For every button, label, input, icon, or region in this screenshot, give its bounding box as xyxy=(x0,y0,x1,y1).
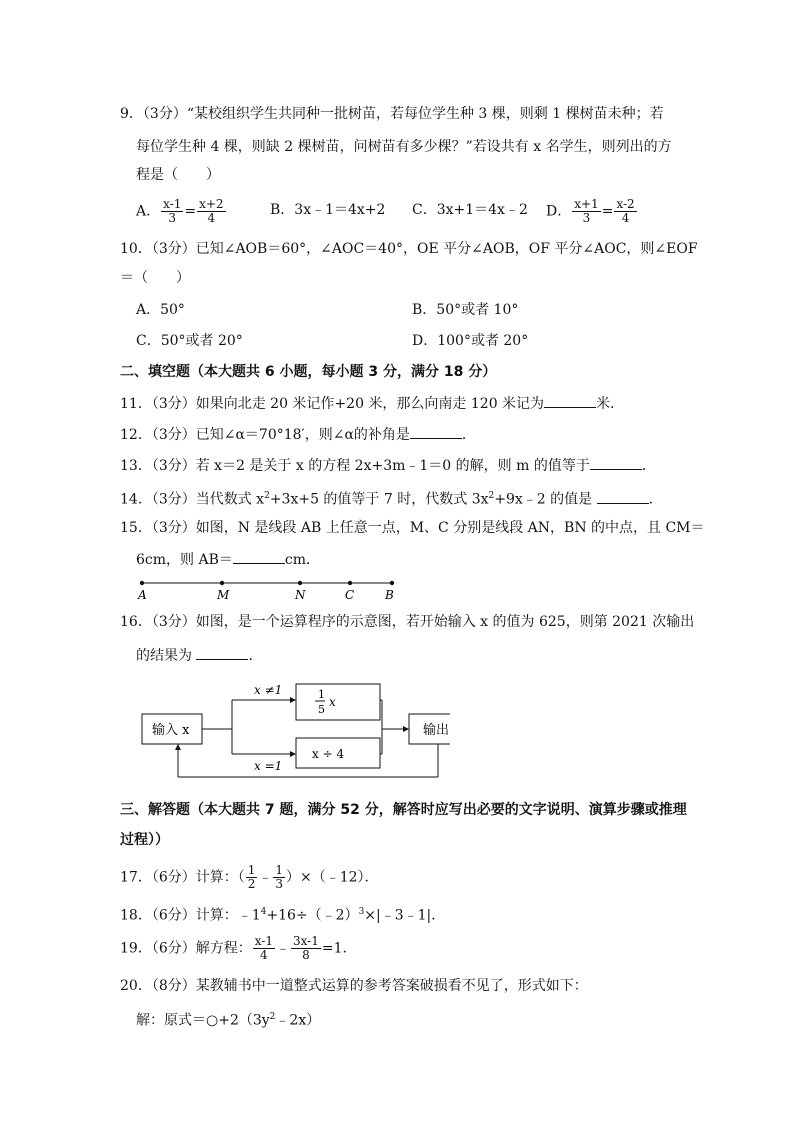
q10-option-c: C．50°或者 20° xyxy=(136,333,243,349)
q9-line3: 程是（ ） xyxy=(136,167,220,183)
point-label: M xyxy=(217,588,230,602)
q10-line2: ＝（ ） xyxy=(120,270,190,286)
q16-line1: 16．（3分）如图，是一个运算程序的示意图，若开始输入 x 的值为 625，则第 2021 次输出 xyxy=(120,614,695,630)
answer-blank xyxy=(233,549,285,564)
point-n xyxy=(298,581,302,585)
q9-option-c: C．3x+1＝4x﹣2 xyxy=(412,202,528,218)
top-box-variable: x xyxy=(329,695,336,709)
bottom-box-label: x ÷ 4 xyxy=(312,747,345,761)
fraction: $\frac{x-1}{3}$ xyxy=(163,197,182,225)
q20-line1: 20．（8分）某教辅书中一道整式运算的参考答案破损看不见了，形式如下： xyxy=(120,978,588,994)
q15-line1: 15．（3分）如图，N 是线段 AB 上任意一点，M、C 分别是线段 AN，BN 的中点，且 CM＝ xyxy=(120,520,705,536)
answer-blank xyxy=(196,645,248,660)
fraction: $\frac{3x-1}{8}$ xyxy=(292,934,319,962)
q18: 18．（6分）计算：$﹣1^4+16\div(﹣2)^3\times|﹣3﹣1|$． xyxy=(120,907,446,924)
input-label: 输入 x xyxy=(152,723,190,738)
answer-blank xyxy=(410,424,462,439)
q17: 17．（6分）计算：（ $\frac{1}{2}$ ﹣ $\frac{1}{3}$ ）×（﹣12）． xyxy=(120,863,379,891)
q10-option-b: B．50°或者 10° xyxy=(412,302,519,318)
q9-line2: 每位学生种 4 棵，则缺 2 棵树苗，问树苗有多少棵？”若设共有 x 名学生，则列出的方 xyxy=(136,139,672,155)
q13: 13．（3分）若 x＝2 是关于 x 的方程 2x+3m﹣1＝0 的解，则 m 的值等于 ． xyxy=(120,455,656,476)
output-label: 输出 xyxy=(423,723,450,738)
point-label: A xyxy=(138,588,147,602)
fraction: $\frac{1}{3}$ xyxy=(275,863,284,891)
q12: 12．（3分）已知∠α＝70°18′，则∠α的补角是 ． xyxy=(120,424,476,445)
fraction: $\frac{x-1}{4}$ xyxy=(254,934,273,962)
q19: 19．（6分）解方程： $\frac{x-1}{4}$ ﹣ $\frac{3x-1}{8}$ =1． xyxy=(120,934,357,962)
point-m xyxy=(220,581,224,585)
point-a xyxy=(140,581,144,585)
q9-line1: 9．（3分）“某校组织学生共同种一批树苗，若每位学生种 3 棵，则剩 1 棵树苗未种；若 xyxy=(120,106,664,122)
q14: 14．（3分）当代数式 $x^2+3x+5$ 的值等于 7 时，代数式 $3x^2+9x﹣2$ 的值是 ． xyxy=(120,486,663,510)
q10-option-d: D．100°或者 20° xyxy=(412,333,529,349)
top-box-denominator: 5 xyxy=(318,703,325,716)
q16-line2: 的结果为 ． xyxy=(136,645,262,666)
point-label: B xyxy=(385,588,394,602)
section-3-heading-line1: 三、解答题（本大题共 7 题，满分 52 分，解答时应写出必要的文字说明、演算步骤或推理 xyxy=(120,802,687,818)
q9-option-b: B．3x﹣1＝4x+2 xyxy=(270,202,386,218)
answer-blank xyxy=(590,455,642,470)
q15-line2: 6cm，则 AB＝ cm． xyxy=(136,549,320,570)
point-c xyxy=(348,581,352,585)
divide-by-5-box xyxy=(296,684,380,720)
segment-diagram xyxy=(130,574,410,604)
q20-line2: 解：原式$=○+2(3y^2﹣2x)$ xyxy=(136,1012,321,1029)
fraction: $\frac{x-2}{4}$ xyxy=(616,197,635,225)
point-label: C xyxy=(345,588,355,602)
answer-blank xyxy=(597,489,649,504)
section-3-heading-line2: 过程）） xyxy=(120,832,169,848)
q10-option-a: A．50° xyxy=(136,302,185,318)
section-2-heading: 二、填空题（本大题共 6 小题，每小题 3 分，满分 18 分） xyxy=(120,364,497,380)
condition-bottom: x =1 xyxy=(254,759,283,773)
flowchart xyxy=(140,678,450,782)
fraction: $\frac{x+2}{4}$ xyxy=(199,197,224,225)
q11: 11．（3分）如果向北走 20 米记作+20 米，那么向南走 120 米记为 米． xyxy=(120,393,624,414)
point-b xyxy=(390,581,394,585)
answer-blank xyxy=(544,393,596,408)
fraction: $\frac{1}{2}$ xyxy=(247,863,256,891)
condition-top: x ≠1 xyxy=(254,683,283,697)
q9-option-a: A． $\frac{x-1}{3}$ = $\frac{x+2}{4}$ xyxy=(136,197,224,225)
q10-line1: 10．（3分）已知∠AOB＝60°，∠AOC＝40°，OE 平分∠AOB，OF 平分∠AOC，则∠EOF xyxy=(120,241,698,257)
fraction: $\frac{x+1}{3}$ xyxy=(574,197,599,225)
point-label: N xyxy=(295,588,306,602)
q9-option-d: D． $\frac{x+1}{3}$ = $\frac{x-2}{4}$ xyxy=(546,197,635,225)
top-box-numerator: 1 xyxy=(318,688,325,701)
